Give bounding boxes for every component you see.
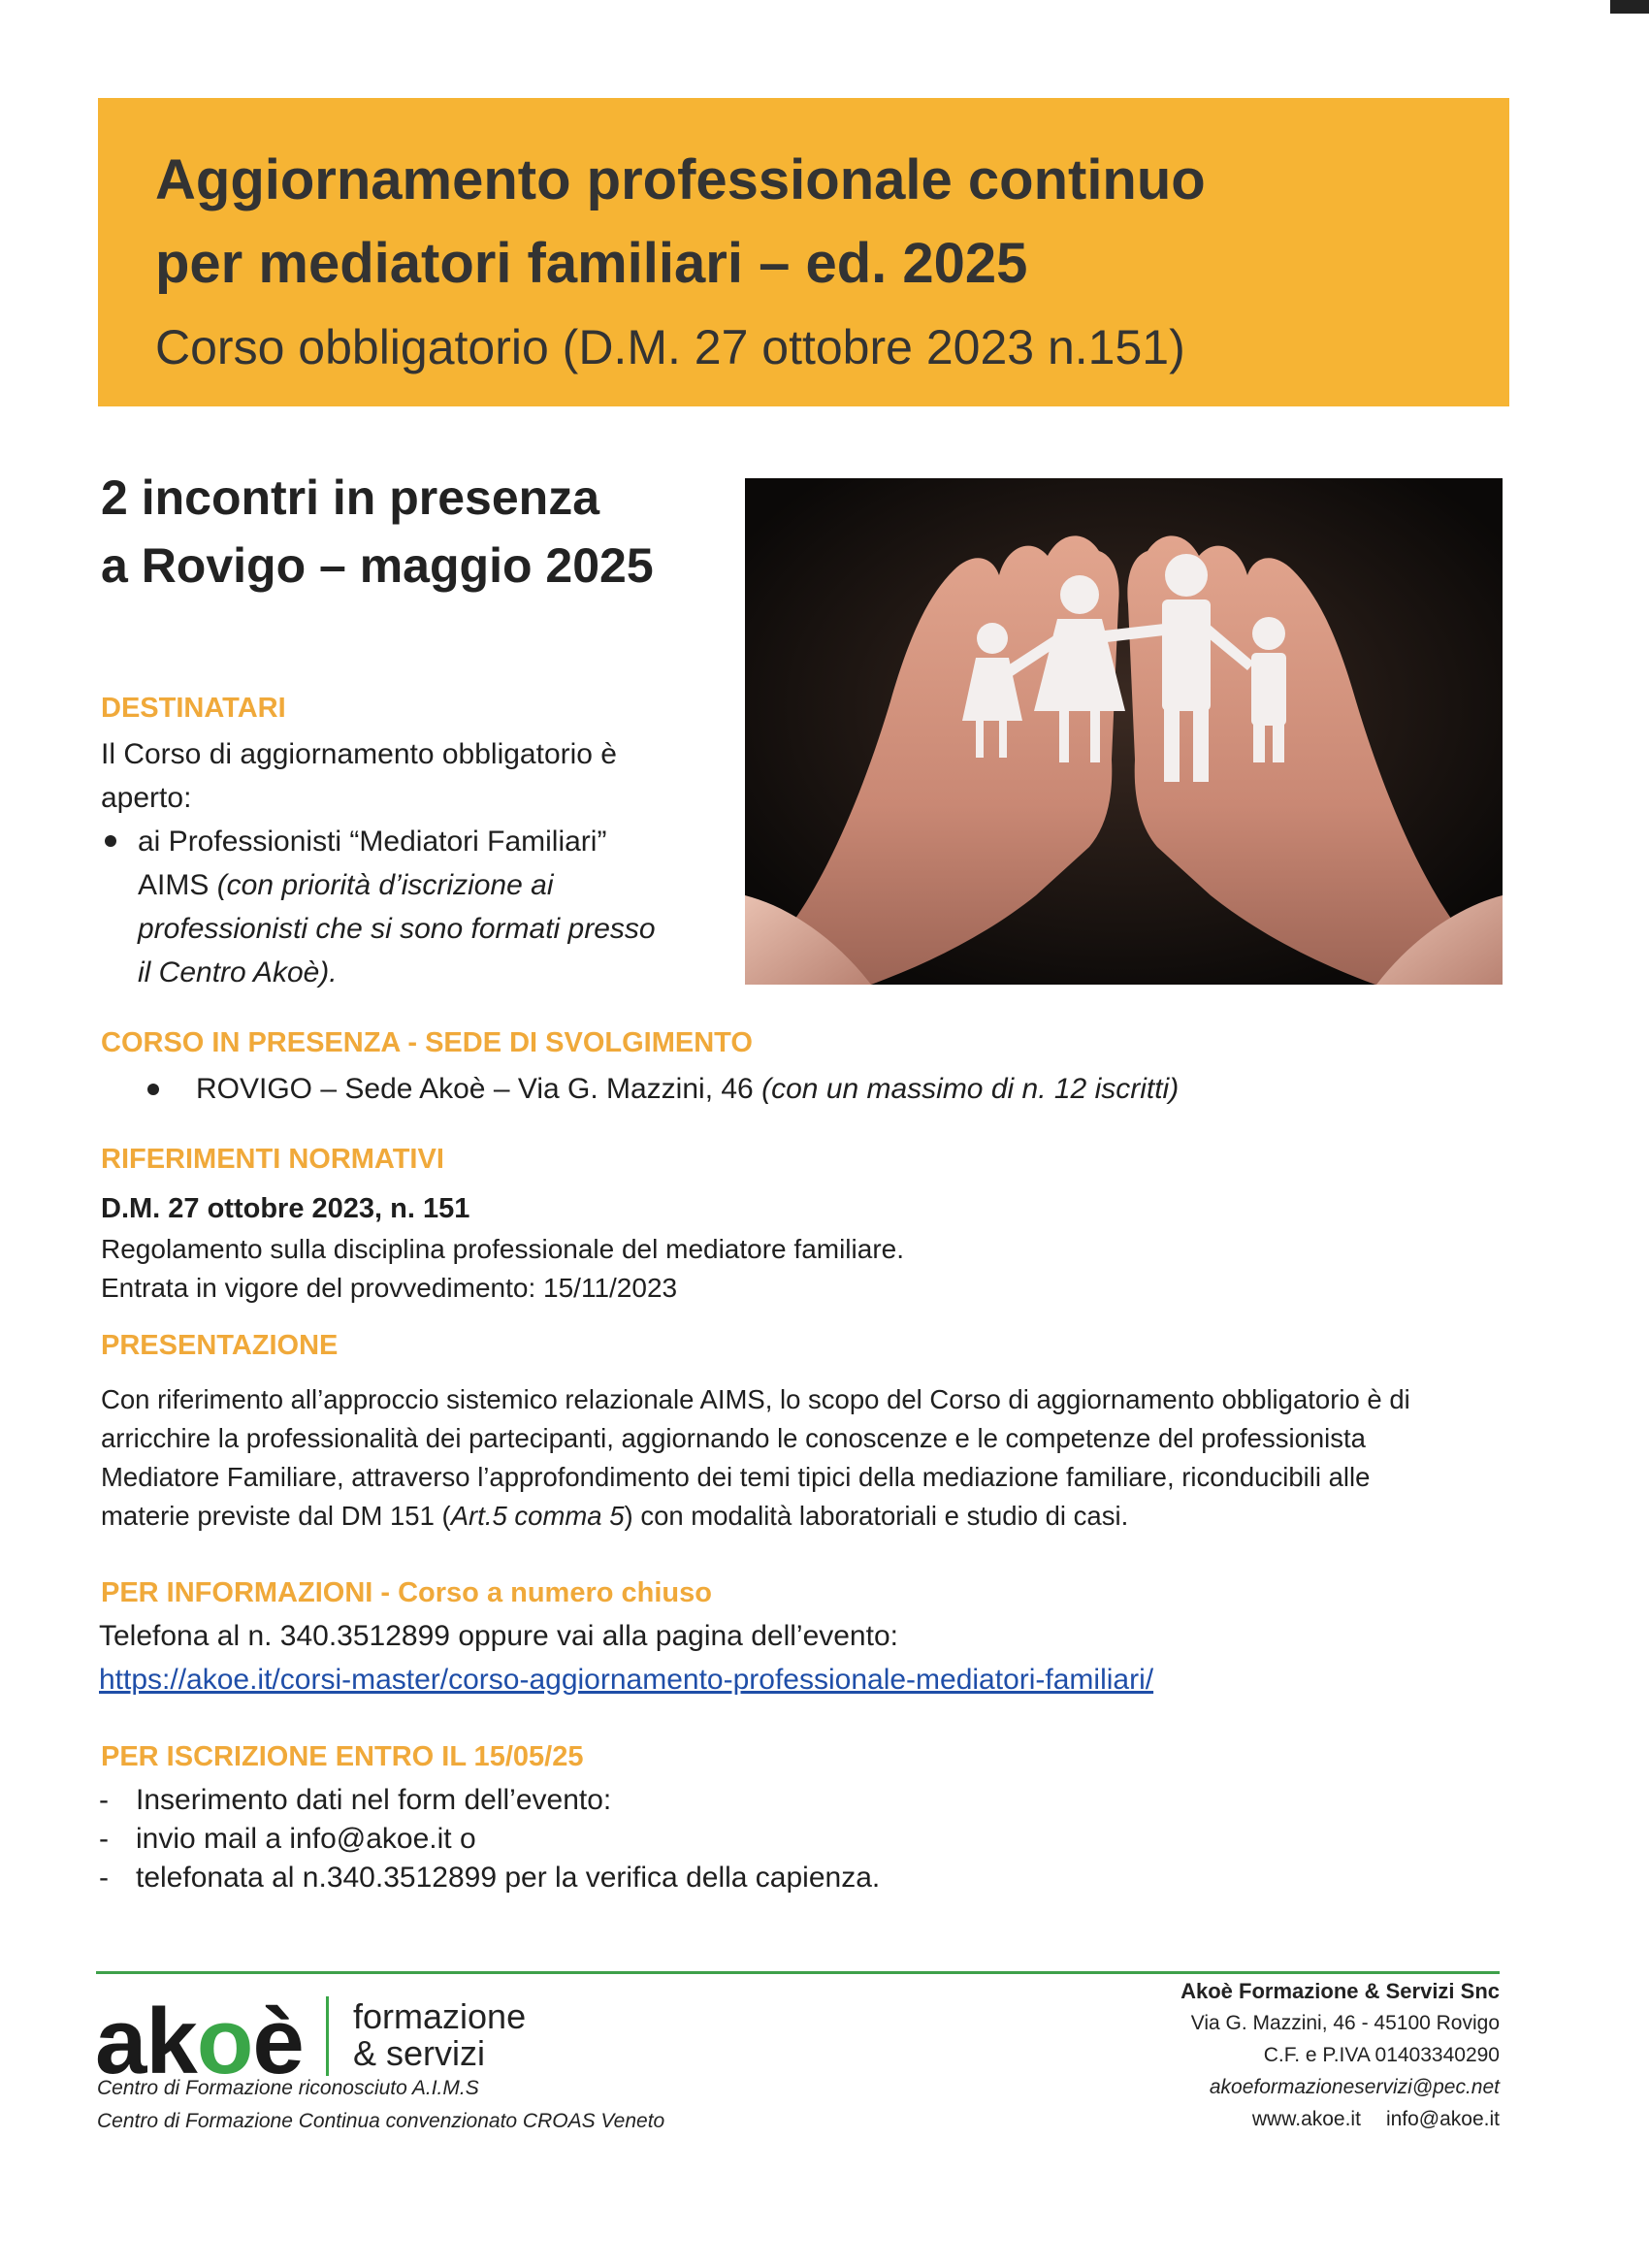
destinatari-bullet-line-2 — [138, 863, 656, 907]
sede-capacity-note: (con un massimo di n. 12 iscritti) — [761, 1073, 1180, 1105]
informazioni-text — [99, 1614, 1153, 1701]
event-page-link[interactable]: https://akoe.it/corsi-master/corso-aggiornamento-professionale-mediatori-familiari/ — [99, 1664, 1154, 1696]
company-web-email — [1180, 2103, 1500, 2135]
scan-edge-mark — [1610, 0, 1649, 14]
riferimenti-text — [101, 1230, 904, 1308]
footer-contacts — [1180, 1975, 1500, 2135]
presentazione-line-3: Mediatore Familiare, attraverso l’approfondimento dei temi tipici della mediazione familiare, riconducibili alle — [101, 1462, 1371, 1492]
riferimenti-line-2: Entrata in vigore del provvedimento: 15/11/2023 — [101, 1273, 678, 1303]
iscrizione-item: telefonata al n.340.3512899 per la verifica della capienza. — [136, 1862, 881, 1894]
riferimenti-line-1: Regolamento sulla disciplina professionale del mediatore familiare. — [101, 1234, 904, 1264]
list-dash: - — [99, 1823, 109, 1855]
presentazione-line-4 — [101, 1497, 1410, 1536]
company-tax-id: C.F. e P.IVA 01403340290 — [1263, 2044, 1500, 2066]
bullet-dot — [105, 835, 116, 847]
logo-text-a: ak — [95, 1990, 197, 2093]
logo-sub-line-2: & servizi — [353, 2033, 486, 2073]
logo-sub-line-1: formazione — [353, 1996, 527, 2036]
company-email: info@akoe.it — [1385, 2108, 1500, 2130]
headline-line-2: a Rovigo – maggio 2025 — [101, 538, 654, 593]
presentazione-text — [101, 1380, 1410, 1536]
company-address: Via G. Mazzini, 46 - 45100 Rovigo — [1190, 2012, 1500, 2034]
destinatari-intro-line-1: Il Corso di aggiornamento obbligatorio è — [101, 738, 617, 770]
company-website: www.akoe.it — [1251, 2108, 1361, 2130]
informazioni-heading: PER INFORMAZIONI - Corso a numero chiuso — [101, 1577, 712, 1608]
company-name: Akoè Formazione & Servizi Snc — [1180, 1979, 1500, 2003]
riferimenti-heading: RIFERIMENTI NORMATIVI — [101, 1144, 444, 1175]
presentazione-line-1: Con riferimento all’approccio sistemico relazionale AIMS, lo scopo del Corso di aggiornamento obbligatorio è di — [101, 1384, 1410, 1414]
destinatari-heading: DESTINATARI — [101, 693, 286, 724]
riferimenti-decree: D.M. 27 ottobre 2023, n. 151 — [101, 1193, 470, 1224]
page-title — [155, 139, 1494, 306]
sede-heading: CORSO IN PRESENZA - SEDE DI SVOLGIMENTO — [101, 1027, 753, 1058]
footer-accreditation-1: Centro di Formazione riconosciuto A.I.M.S — [97, 2077, 479, 2099]
logo-divider — [326, 1996, 329, 2076]
hands-family-illustration — [745, 478, 1503, 985]
footer-accreditation-2: Centro di Formazione Continua convenzionato CROAS Veneto — [97, 2110, 665, 2132]
presentazione-heading: PRESENTAZIONE — [101, 1330, 339, 1361]
headline-line-1: 2 incontri in presenza — [101, 470, 600, 525]
logo-subtitle — [353, 1998, 526, 2072]
destinatari-bullet-line-3: professionisti che si sono formati presso — [138, 913, 656, 945]
title-banner — [98, 98, 1509, 406]
iscrizione-item: Inserimento dati nel form dell’evento: — [136, 1784, 612, 1816]
sede-bullet — [196, 1067, 1179, 1111]
destinatari-bullet-line-4: il Centro Akoè). — [138, 956, 338, 988]
list-dash: - — [99, 1784, 109, 1816]
footer-accreditations — [97, 2072, 664, 2138]
bullet-dot — [147, 1084, 159, 1095]
informazioni-line-1: Telefona al n. 340.3512899 oppure vai alla pagina dell’evento: — [99, 1620, 898, 1652]
hands-holding-paper-family-image — [745, 478, 1503, 985]
iscrizione-item: invio mail a info@akoe.it o — [136, 1823, 476, 1855]
iscrizione-heading: PER ISCRIZIONE ENTRO IL 15/05/25 — [101, 1741, 584, 1772]
page-subtitle: Corso obbligatorio (D.M. 27 ottobre 2023 n.151) — [155, 320, 1185, 374]
destinatari-intro-line-2: aperto: — [101, 782, 192, 814]
destinatari-bullet-line-1: ai Professionisti “Mediatori Familiari” — [138, 826, 607, 858]
destinatari-intro — [101, 732, 617, 820]
presentazione-article: Art.5 comma 5 — [450, 1501, 625, 1531]
destinatari-bullet — [138, 820, 656, 994]
logo-text-o: o — [196, 1990, 253, 2093]
footer-divider — [96, 1971, 1500, 1974]
title-line-2: per mediatori familiari – ed. 2025 — [155, 232, 1028, 295]
presentazione-line-2: arricchire la professionalità dei partecipanti, aggiornando le conoscenze e le competenze del professionista — [101, 1423, 1366, 1453]
destinatari-bullet-note: (con priorità d’iscrizione ai — [216, 869, 554, 901]
presentazione-line-4-b: ) con modalità laboratoriali e studio di casi. — [624, 1501, 1129, 1531]
event-headline — [101, 464, 722, 599]
list-dash: - — [99, 1862, 109, 1894]
company-pec: akoeformazioneservizi@pec.net — [1209, 2076, 1500, 2098]
destinatari-bullet-aims: AIMS — [138, 869, 217, 901]
sede-location: ROVIGO – Sede Akoè – Via G. Mazzini, 46 — [196, 1073, 762, 1105]
logo-text-b: è — [252, 1990, 304, 2093]
title-line-1: Aggiornamento professionale continuo — [155, 148, 1206, 211]
presentazione-line-4-a: materie previste dal DM 151 ( — [101, 1501, 451, 1531]
